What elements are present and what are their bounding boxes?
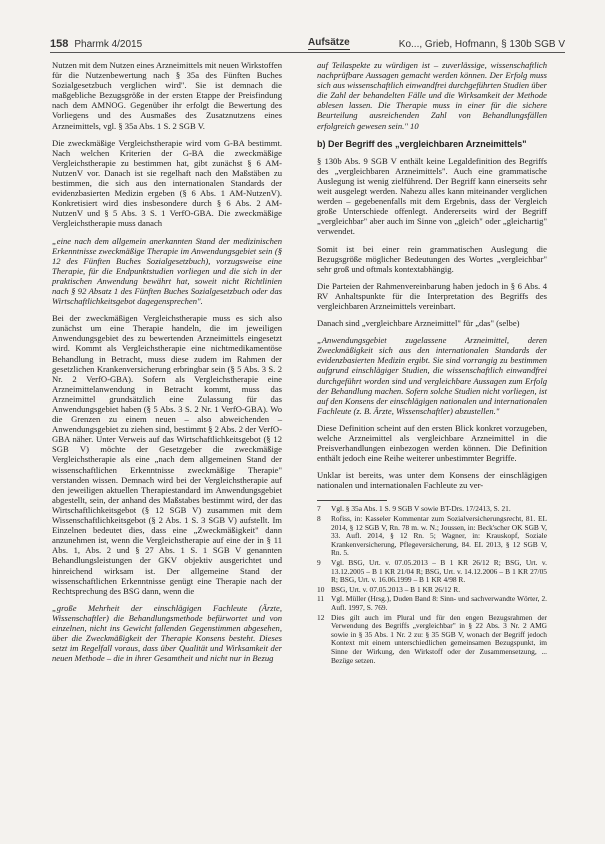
paragraph: Somit ist bei einer rein grammatischen Auslegung die Bezugsgröße möglicher Bedeutungen des Wortes „vergleichbar" sehr groß und oftmals kontextabhängig. xyxy=(317,243,547,274)
footnote xyxy=(317,614,547,666)
section-title: Aufsätze xyxy=(308,37,350,48)
footnotes xyxy=(317,505,547,665)
paragraph: Bei der zweckmäßigen Vergleichstherapie muss es sich also zunächst um eine Therapie handeln, die im jeweiligen Anwendungsgebiet des zu bewertenden Arzneimittels eingesetzt wird. Kommt als Vergleichstherapie eine nichtmedikamentöse Behandlung in Betracht, muss diese zudem im Rahmen der gesetzlichen Krankenversicherung erbringbar sein (§ 5 Abs. 3 S. 2 Nr. 2 VerfO-GBA). Sofern als Vergleichstherapie eine Arzneimittelanwendung in Betracht kommt, muss das Arzneimittel grundsätzlich eine Zulassung für das Anwendungsgebiet haben (§ 5 Abs. 3 S. 2 Nr. 1 VerfO-GBA). Wo die Grenzen zu einem neuen – also abweichenden – Anwendungsgebiet zu ziehen sind, bestimmt § 2 Abs. 2 der VerfO-GBA näher. Unter Verweis auf das Wirtschaftlichkeitsgebot (§ 12 SGB V) möchte der Gesetzgeber die zweckmäßige Vergleichstherapie als eine „nach dem allgemeinen Stand der wissenschaftlichen Erkenntnisse zweckmäßige Therapie" verstanden wissen. Demnach wird bei der Vergleichstherapie auf den jeweiligen aktuellen Therapiestandard im Anwendungsgebiet abgestellt, sein, der anhand des Maßstabes bestimmt wird, der das Wirtschaftlichkeitsgebot (§ 12 SGB V) zusammen mit dem Wissenschaftlichkeitsgebot (§ 2 Abs. 1 S. 3 SGB V) aufstellt. Im Einzelnen bedeutet dies, dass eine „Zweckmäßigkeit" dann anzunehmen ist, wenn die Vergleichstherapie auf eine der in § 11 Abs. 1, Abs. 2 und § 27 Abs. 1 S. 1 SGB V genannten Behandlungsleistungen der GKV objektiv ausgerichtet und hinreichend wirksam ist. Der allgemeine Stand der wissenschaftlichen Erkenntnisse genügt eine Therapie nach der Rechtsprechung des BSG dann, wenn die xyxy=(52,313,282,596)
footnote-text: Vgl. § 35a Abs. 1 S. 9 SGB V sowie BT-Drs. 17/2413, S. 21. xyxy=(331,504,511,514)
block-quote: „große Mehrheit der einschlägigen Fachleute (Ärzte, Wissenschaftler) die Behandlungsmethode befürwortet und von einzelnen, nicht ins Gewicht fallenden Gegenstimmen abgesehen, über die Zweckmäßigkeit der Therapie Konsens besteht. Dieses setzt im Regelfall voraus, dass über Qualität und Wirksamkeit der neuen Methode – die in ihrer Gesamtheit und nicht nur in Bezug xyxy=(52,602,282,664)
footnote xyxy=(317,559,547,585)
paragraph: Nutzen mit dem Nutzen eines Arzneimittels mit neuen Wirkstoffen für die Nutzenbewertung nach § 35a des Fünften Buches Sozialgesetzbuch verglichen wird". Sie ist demnach die maßgebliche Bezugsgröße in der ersten Etappe der Preisfindung nach dem AMNOG. Gegenüber ihr erfolgt die Bewertung des Vorliegens und des Ausmaßes des Zusatznutzens eines Arzneimittels, vgl. § 35a Abs. 1 S. 2 SGB V. xyxy=(52,60,282,131)
footnote-text: BSG, Urt. v. 07.05.2013 – B 1 KR 26/12 R. xyxy=(331,584,461,594)
footnote-rule xyxy=(317,500,387,501)
footnote xyxy=(317,586,547,595)
footnote xyxy=(317,595,547,612)
block-quote: „eine nach dem allgemein anerkannten Stand der medizinischen Erkenntnisse zweckmäßige Therapie im Anwendungsgebiet sein (§ 12 des Fünften Buches Sozialgesetzbuch), vorzugsweise eine Therapie, für die Endpunktstudien vorliegen und die sich in der praktischen Anwendung bewährt hat, soweit nicht Richtlinien nach § 92 Absatz 1 des Fünften Buches Sozialgesetzbuch oder das Wirtschaftlichkeitsgebot dagegensprechen". xyxy=(52,235,282,307)
footnote xyxy=(317,505,547,514)
footnote-text: Rofiss, in: Kasseler Kommentar zum Sozialversicherungsrecht, 81. EL 2014, § 12 SGB V, Rn. 78 m. w. N.; Joussen, in: Beck'scher OK SGB V, 33. Aufl. 2014, § 12 Rn. 5; Wagner, in: Krauskopf, Soziale Krankenversicherung, Pflegeversicherung, 84. EL 2013, § 12 SGB V, Rn. 5. xyxy=(331,514,547,558)
block-quote: „Anwendungsgebiet zugelassene Arzneimittel, deren Zweckmäßigkeit sich aus den internationalen Standards der evidenzbasierten Medizin ergibt. Sie sind vorrangig zu bestimmen aufgrund einschlägiger Studien, die wissenschaftlich einwandfrei durchgeführt worden sind und vergleichbare Aussagen zum Erfolg der Behandlung machen. Sofern solche Studien nicht vorliegen, ist auf den Konsens der einschlägigen nationalen und internationalen Fachleute (z. B. Ärzte, Wissenschaftler) abzustellen." xyxy=(317,335,547,416)
journal-name: Pharmk 4/2015 xyxy=(74,39,143,50)
paragraph: Die Parteien der Rahmenvereinbarung haben jedoch in § 6 Abs. 4 RV Anhaltspunkte für die Interpretation des Begriffs des vergleichbaren Arzneimittels vereinbart. xyxy=(317,280,547,311)
paragraph: Danach sind „vergleichbare Arzneimittel" für „das" (selbe) xyxy=(317,318,520,329)
right-column xyxy=(317,60,547,666)
footnote-number: 10 xyxy=(317,584,325,594)
footnote xyxy=(317,515,547,558)
page-number: 158 xyxy=(50,38,69,50)
footnote-number: 11 xyxy=(317,594,325,604)
left-column xyxy=(52,60,282,670)
paragraph: Diese Definition scheint auf den ersten Blick konkret vorzugeben, welche Arzneimittel als vergleichbare Arzneimittel in die Preisverhandlungen einbezogen werden können. Die Definition enthält jedoch eine Reihe weiterer unbestimmter Begriffe. xyxy=(317,422,547,464)
footnote-text: Dies gilt auch im Plural und für den engen Bezugsrahmen der Verwendung des Begriffs „vergleichbar" in § 22 Abs. 3 Nr. 2 AMG sowie in § 35 Abs. 1 Nr. 2 zu: § 35 SGB V, wonach der Begriff jedoch Kontext mit einem unterschiedlichen gemeinsamen Bezugspunkt, im Sinne der Wirkung, den Wirkstoff oder der Zusammensetzung, ... Bezüge setzen. xyxy=(331,612,547,665)
footnote-text: Vgl. Müller (Hrsg.), Duden Band 8: Sinn- und sachverwandte Wörter, 2. Aufl. 1997, S. 769. xyxy=(331,594,547,612)
paragraph: § 130b Abs. 9 SGB V enthält keine Legaldefinition des Begriffs des „vergleichbaren Arzneimittels". Auch eine grammatische Auslegung ist wenig zielführend. Der Begriff kann einerseits sehr weit ausgelegt werden. Nahezu alles kann miteinander verglichen werden – gegebenenfalls mit dem Ergebnis, dass der Vergleich große Unterschiede offenlegt. Andererseits wird der Begriff „vergleichbar" aber auch im Sinne von „gleich" oder „gleichartig" verwendet. xyxy=(317,155,547,237)
subheading: b) Der Begriff des „vergleichbaren Arzneimittels" xyxy=(317,138,527,149)
page-header xyxy=(50,34,565,50)
footnote-number: 9 xyxy=(317,558,321,568)
header-rule xyxy=(50,52,565,53)
footnote-number: 8 xyxy=(317,514,321,524)
running-title: Ko..., Grieb, Hofmann, § 130b SGB V xyxy=(398,39,565,50)
footnote-number: 12 xyxy=(317,612,325,622)
footnote-text: Vgl. BSG, Urt. v. 07.05.2013 – B 1 KR 26/12 R; BSG, Urt. v. 13.12.2005 – B 1 KR 21/04 R; BSG, Urt. v. 14.12.2006 – B 1 KR 27/05 R; BSG, Urt. v. 16.06.1999 – B 1 KR 4/98 R. xyxy=(331,558,547,585)
footnote-number: 7 xyxy=(317,504,321,514)
paragraph: Unklar ist bereits, was unter dem Konsens der einschlägigen nationalen und internationalen Fachleute zu ver- xyxy=(317,470,547,491)
paragraph: Die zweckmäßige Vergleichstherapie wird vom G-BA bestimmt. Nach welchen Kriterien der G-BA die zweckmäßige Vergleichstherapie zu bestimmen hat, gibt zunächst § 6 AM-NutzenV vor. Danach ist sie regelhaft nach den Maßstäben zu bestimmen, die sich aus den internationalen Standards der evidenzbasierten Medizin ergeben (§ 6 Abs. 1 AM-NutzenV). Konkretisiert wird dies insbesondere durch § 6 Abs. 2 AM-NutzenV und § 5 Abs. 3 S. 1 VerfO-GBA. Die zweckmäßige Vergleichstherapie muss danach xyxy=(52,137,282,229)
block-quote: auf Teilaspekte zu würdigen ist – zuverlässige, wissenschaftlich nachprüfbare Aussagen gemacht werden können. Der Erfolg muss sich aus wissenschaftlich einwandfrei durchgeführten Studien über die Zahl der behandelten Fälle und die Wirksamkeit der Methode ablesen lassen. Die Therapie muss in einer für die sichere Beurteilung ausreichenden Zahl von Behandlungsfällen erfolgreich gewesen sein." 10 xyxy=(317,60,547,131)
